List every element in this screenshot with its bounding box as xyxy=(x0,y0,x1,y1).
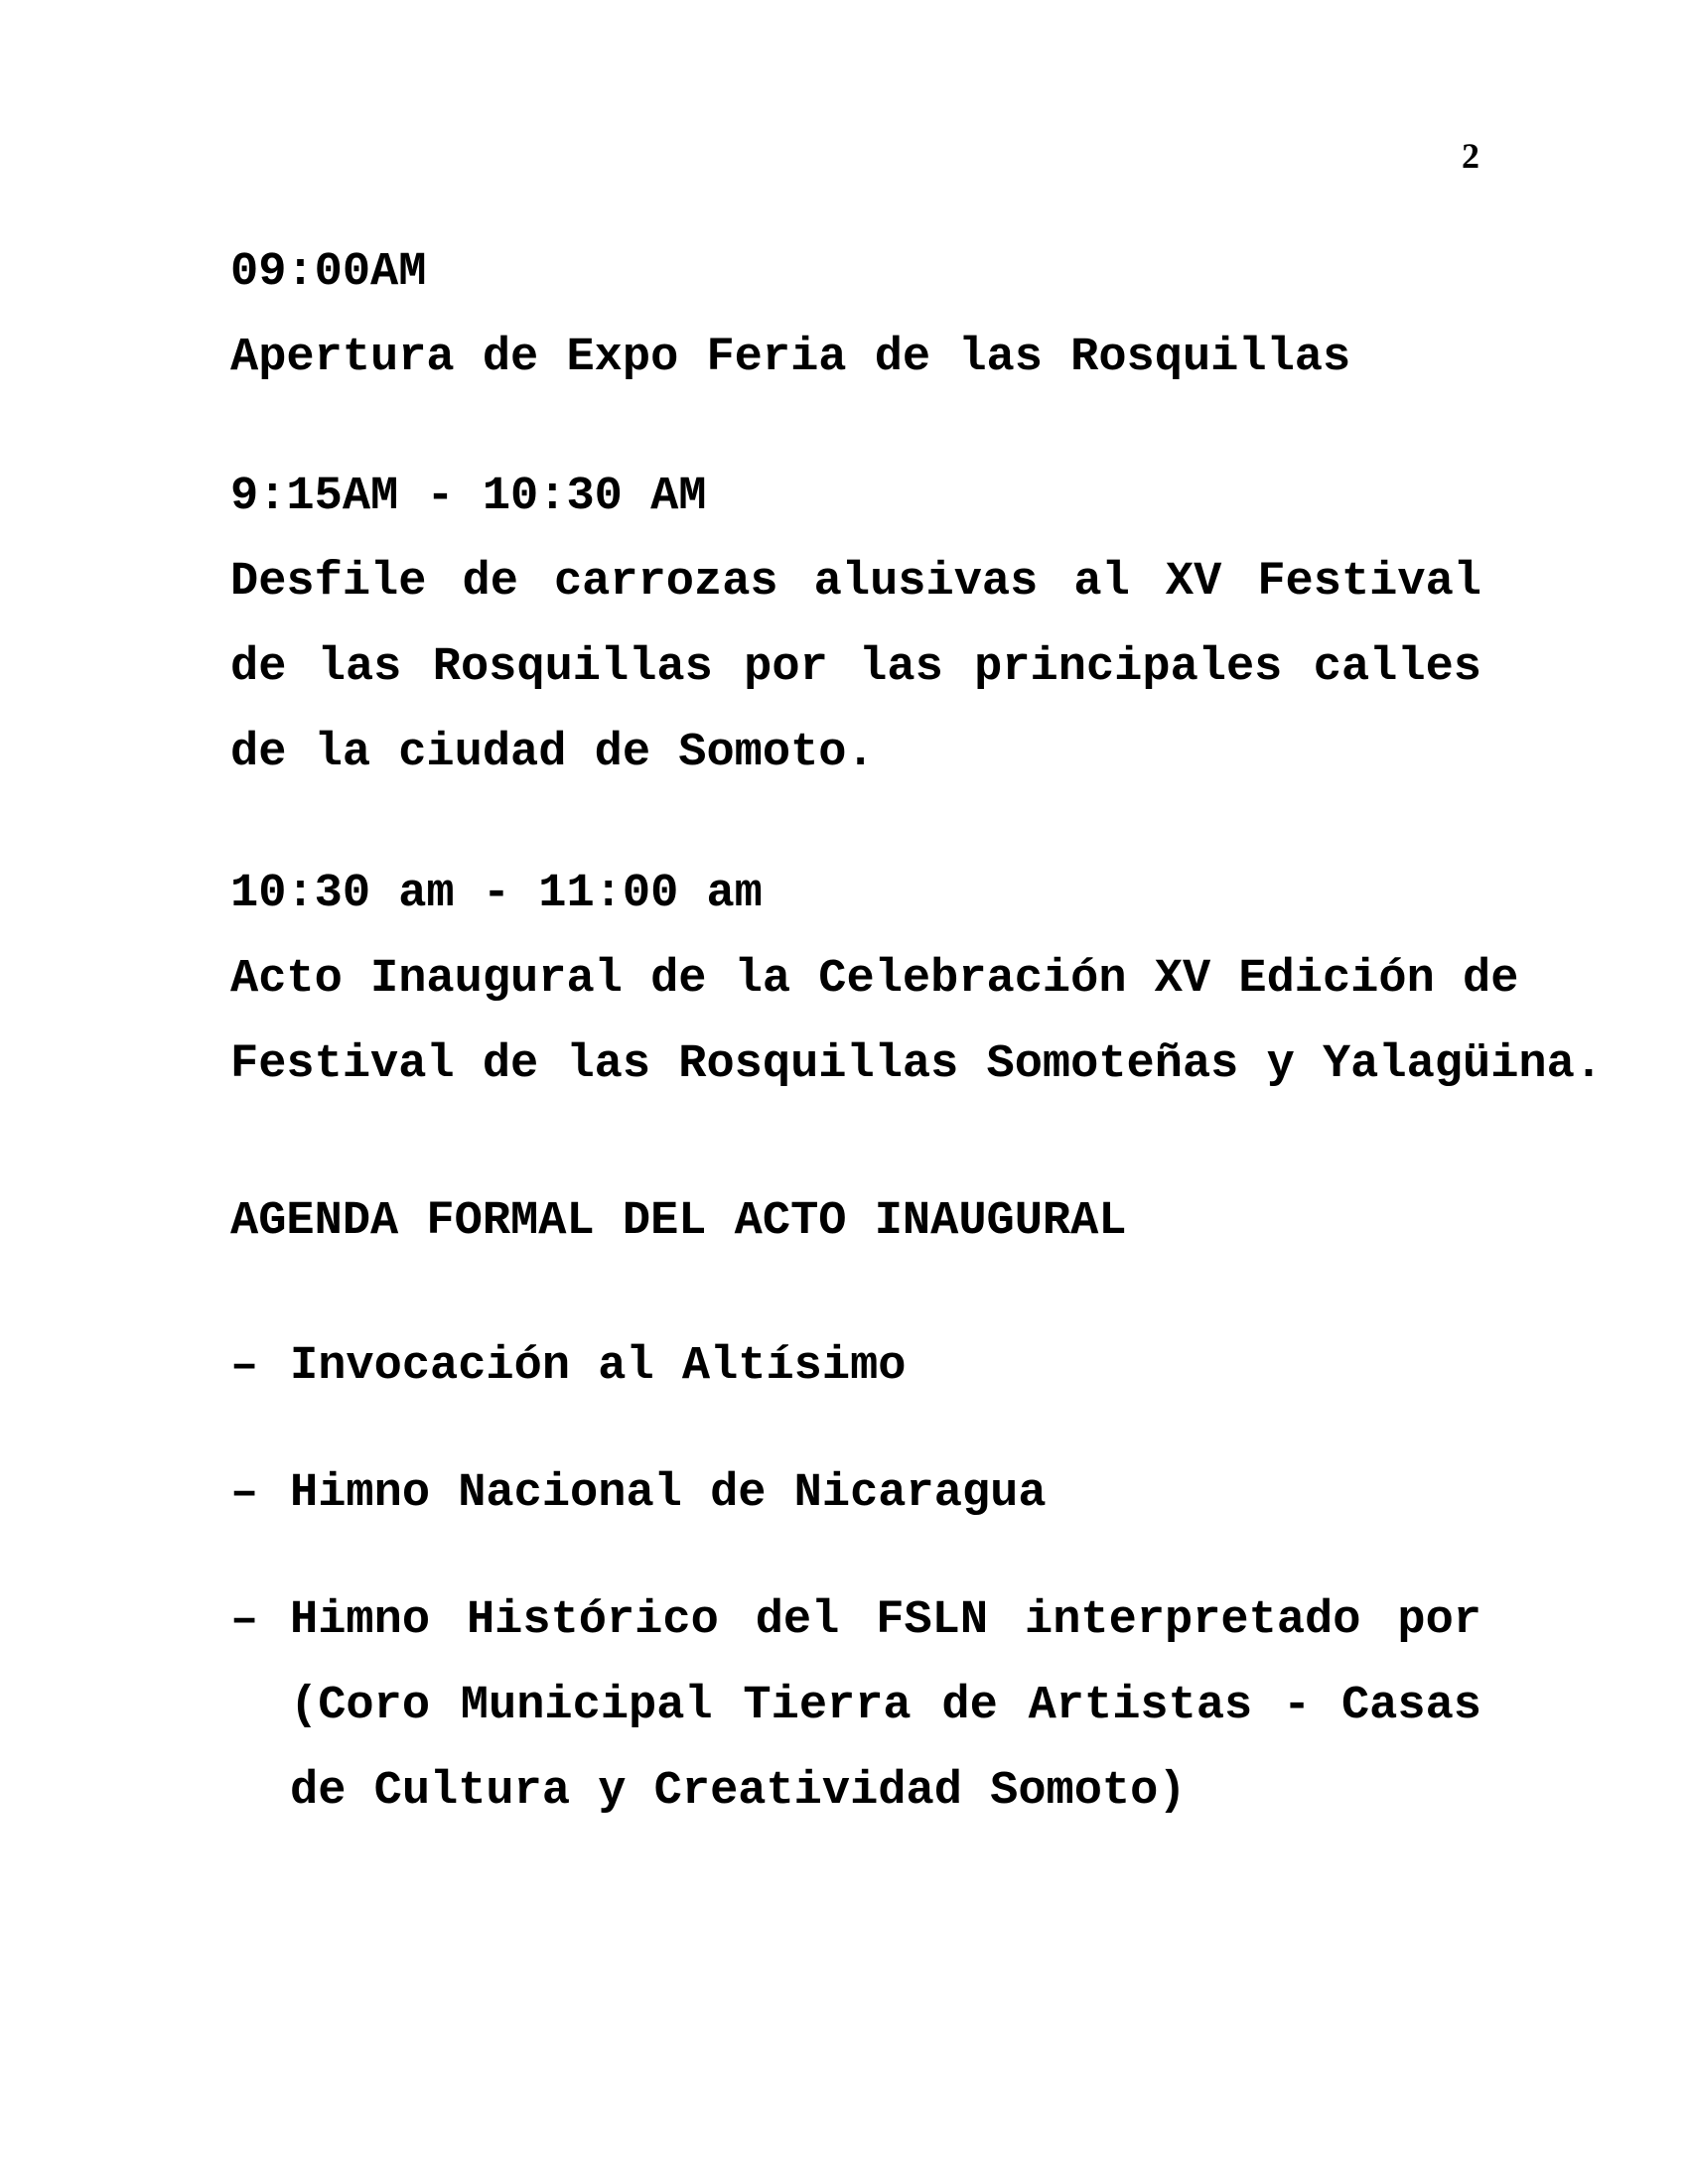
agenda-item-text: Himno Nacional de Nicaragua xyxy=(290,1467,1047,1520)
schedule-description: Acto Inaugural de la Celebración XV Edición de xyxy=(230,953,1519,1006)
agenda-item-text: Invocación al Altísimo xyxy=(290,1340,907,1393)
page-number: 2 xyxy=(1462,136,1479,176)
schedule-time: 9:15AM - 10:30 AM xyxy=(230,471,707,523)
bullet-dash: – xyxy=(230,1340,259,1393)
schedule-description: de las Rosquillas por las principales calles xyxy=(230,641,1481,694)
schedule-time: 10:30 am - 11:00 am xyxy=(230,868,763,920)
schedule-description: Festival de las Rosquillas Somoteñas y Yalagüina. xyxy=(230,1038,1604,1091)
agenda-item-text: Himno Histórico del FSLN interpretado por xyxy=(290,1594,1481,1647)
schedule-description: de la ciudad de Somoto. xyxy=(230,727,875,779)
schedule-description: Apertura de Expo Feria de las Rosquillas xyxy=(230,332,1351,384)
schedule-time: 09:00AM xyxy=(230,246,427,299)
agenda-heading: AGENDA FORMAL DEL ACTO INAUGURAL xyxy=(230,1195,1127,1248)
schedule-description: Desfile de carrozas alusivas al XV Festival xyxy=(230,556,1481,609)
bullet-dash: – xyxy=(230,1594,259,1647)
agenda-item-text: de Cultura y Creatividad Somoto) xyxy=(290,1765,1187,1818)
agenda-item-text: (Coro Municipal Tierra de Artistas - Casas xyxy=(290,1680,1481,1732)
bullet-dash: – xyxy=(230,1467,259,1520)
